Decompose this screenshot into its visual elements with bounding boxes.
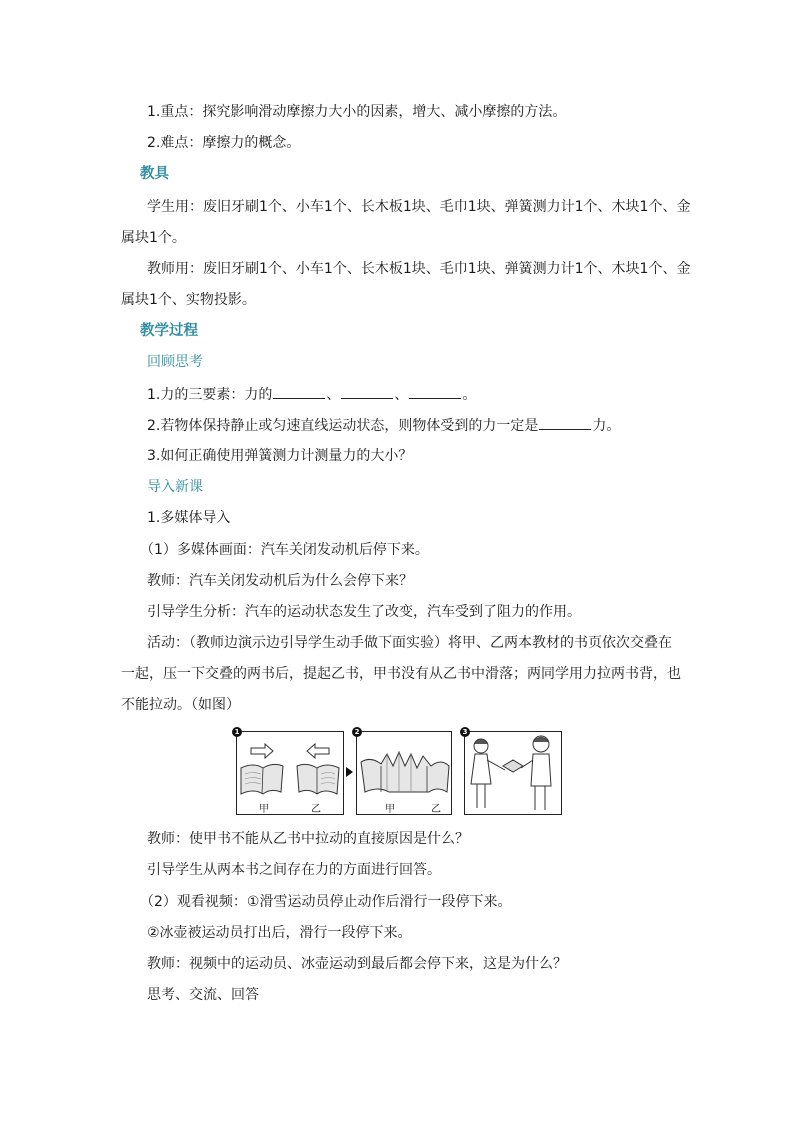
label-yi: 乙 [431, 804, 441, 815]
video-item-1: （2）观看视频：①滑雪运动员停止动作后滑行一段停下来。 [140, 894, 512, 910]
student-aids-line-1: 学生用：废旧牙刷1个、小车1个、长木板1块、毛巾1块、弹簧测力计1个、木块1个、金 [147, 199, 691, 215]
student-aids-line-2: 属块1个。 [121, 230, 186, 246]
fill-blank [539, 415, 591, 430]
question-1-separator: 、 [394, 387, 409, 403]
guide-text-1: 引导学生分析：汽车的运动状态发生了改变，汽车受到了阻力的作用。 [147, 604, 581, 620]
teaching-process-heading: 教学过程 [140, 323, 198, 339]
key-point-text: 1.重点：探究影响滑动摩擦力大小的因素，增大、减小摩擦的方法。 [147, 104, 567, 120]
activity-line-2: 一起，压一下交叠的两书后，提起乙书，甲书没有从乙书中滑落；两同学用力拉两书背，也 [121, 666, 681, 682]
figure-panel-3 [464, 731, 562, 815]
teaching-aids-heading: 教具 [140, 166, 169, 182]
figure-panel-2 [356, 731, 452, 815]
panel-number-3: 3 [460, 727, 470, 737]
panel-number-1: 1 [232, 727, 242, 737]
students-pulling-books-illustration [465, 732, 561, 814]
fill-blank [273, 384, 325, 399]
panel-number-2: 2 [352, 727, 362, 737]
question-1-separator: 、 [326, 387, 341, 403]
question-2-prefix: 2.若物体保持静止或匀速直线运动状态，则物体受到的力一定是 [147, 418, 539, 434]
media-scene: （1）多媒体画面：汽车关闭发动机后停下来。 [140, 542, 429, 558]
guide-text-2: 引导学生从两本书之间存在力的方面进行回答。 [147, 862, 441, 878]
question-2 [147, 415, 620, 436]
activity-line-1: 活动：（教师边演示边引导学生动手做下面实验）将甲、乙两本教材的书页依次交叠在 [147, 635, 672, 651]
media-intro: 1.多媒体导入 [147, 510, 231, 526]
teacher-aids-line-1: 教师用：废旧牙刷1个、小车1个、长木板1块、毛巾1块、弹簧测力计1个、木块1个、金 [147, 261, 691, 277]
question-1 [147, 384, 476, 405]
label-jia: 甲 [259, 804, 269, 815]
label-jia: 甲 [385, 804, 395, 815]
difficult-point-text: 2.难点：摩擦力的概念。 [147, 135, 301, 151]
teacher-question-3: 教师：视频中的运动员、冰壶运动到最后都会停下来，这是为什么？ [147, 956, 567, 972]
teacher-aids-line-2: 属块1个、实物投影。 [121, 292, 256, 308]
teacher-question-1: 教师：汽车关闭发动机后为什么会停下来？ [147, 573, 413, 589]
label-yi: 乙 [311, 804, 321, 815]
book-experiment-figure [232, 727, 564, 817]
intro-heading: 导入新课 [147, 479, 203, 495]
question-3: 3.如何正确使用弹簧测力计测量力的大小？ [147, 448, 413, 464]
figure-panel-1 [236, 731, 344, 815]
next-arrow-icon [346, 767, 353, 777]
teacher-question-2: 教师：使甲书不能从乙书中拉动的直接原因是什么？ [147, 831, 469, 847]
two-books-apart-illustration [237, 732, 343, 814]
activity-line-3: 不能拉动。（如图） [121, 697, 240, 713]
question-1-end: 。 [462, 387, 477, 403]
video-item-2: ②冰壶被运动员打出后，滑行一段停下来。 [147, 925, 412, 941]
review-heading: 回顾思考 [147, 354, 203, 370]
question-1-prefix: 1.力的三要素：力的 [147, 387, 273, 403]
discuss-text: 思考、交流、回答 [147, 987, 259, 1003]
question-2-end: 力。 [592, 418, 621, 434]
fill-blank [409, 384, 461, 399]
fill-blank [341, 384, 393, 399]
